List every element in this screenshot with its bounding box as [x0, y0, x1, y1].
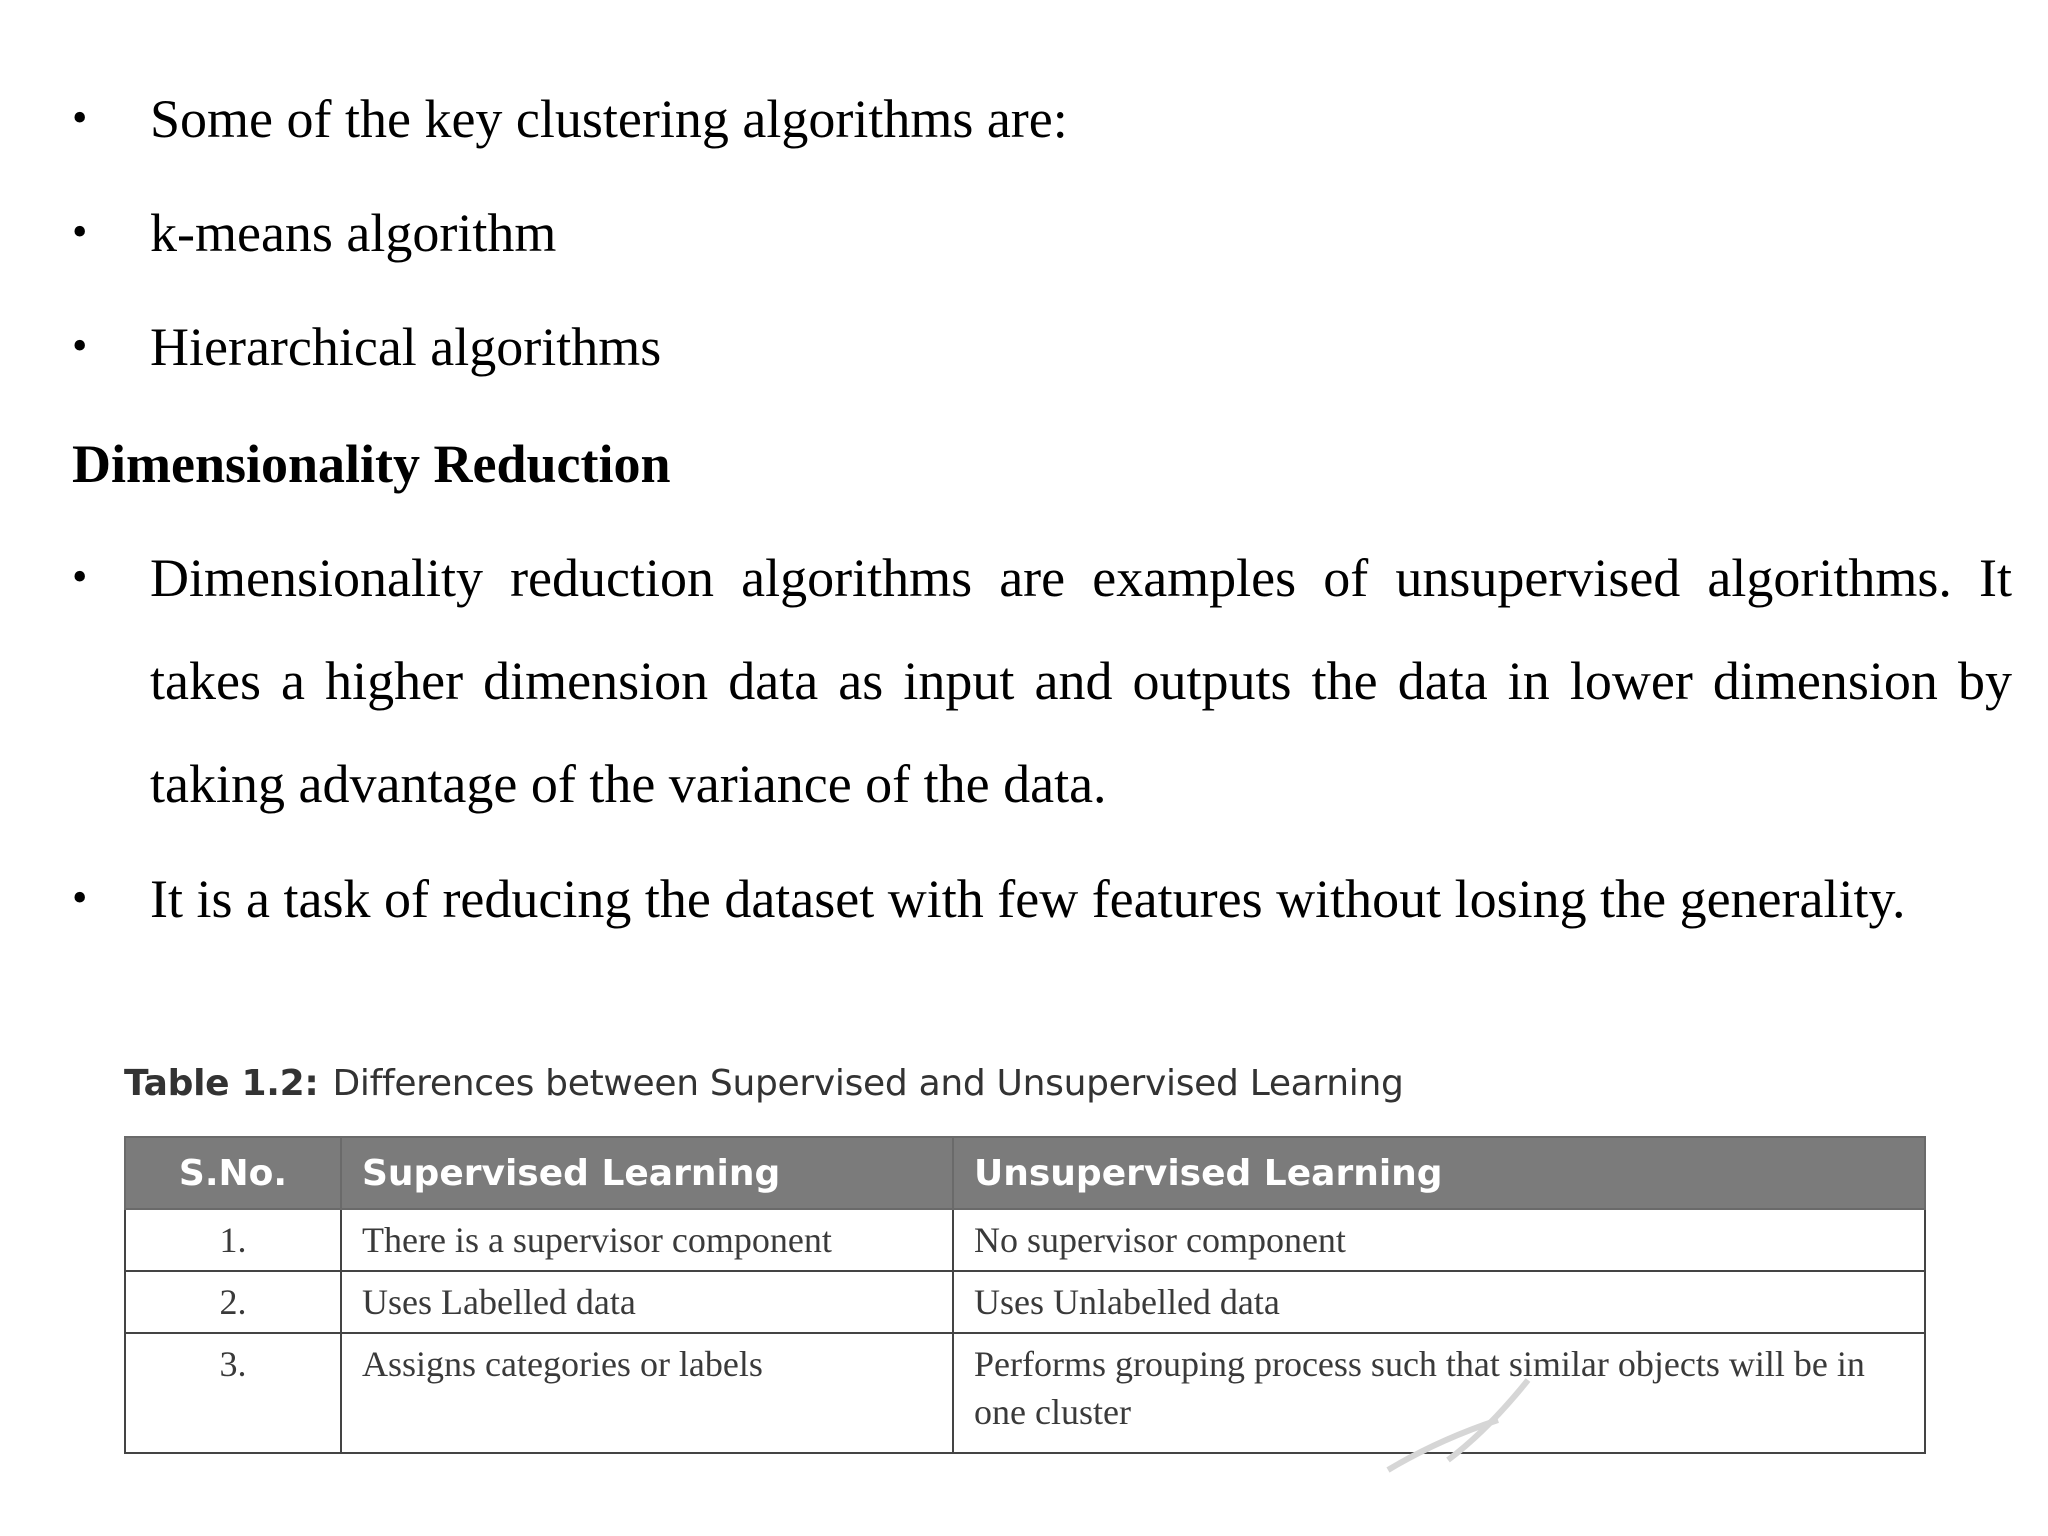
bullet-marker: •: [72, 93, 88, 142]
cell-unsupervised: No supervisor component: [953, 1209, 1925, 1271]
cell-sno: 2.: [125, 1271, 341, 1333]
bullet-marker: •: [72, 873, 88, 922]
cell-supervised: Uses Labelled data: [341, 1271, 953, 1333]
table-row: [125, 1209, 1925, 1271]
header-sno: S.No.: [125, 1137, 341, 1209]
bullet-marker: •: [72, 552, 88, 601]
cell-supervised: Assigns categories or labels: [341, 1333, 953, 1453]
table-caption-label: Table 1.2:: [124, 1063, 319, 1104]
cell-supervised: There is a supervisor component: [341, 1209, 953, 1271]
table-caption-text: Differences between Supervised and Unsupervised Learning: [332, 1063, 1404, 1104]
table-row: [125, 1271, 1925, 1333]
bullet-item: [72, 848, 2012, 1054]
table-row: [125, 1333, 1925, 1453]
cell-sno: 1.: [125, 1209, 341, 1271]
header-unsupervised: Unsupervised Learning: [953, 1137, 1925, 1209]
table-caption: [124, 1052, 1404, 1116]
bullet-text: Some of the key clustering algorithms are:: [150, 89, 1068, 149]
cell-sno: 3.: [125, 1333, 341, 1453]
section-heading: Dimensionality Reduction: [72, 434, 671, 494]
bullet-text: It is a task of reducing the dataset with few features without losing the generality.: [150, 869, 1906, 929]
header-supervised: Supervised Learning: [341, 1137, 953, 1209]
bullet-marker: •: [72, 207, 88, 256]
table-header-row: [125, 1137, 1925, 1209]
bullet-text: k-means algorithm: [150, 203, 557, 263]
cell-unsupervised: Performs grouping process such that similar objects will be in one cluster: [953, 1333, 1925, 1453]
comparison-table: [124, 1136, 1926, 1454]
cell-unsupervised: Uses Unlabelled data: [953, 1271, 1925, 1333]
bullet-text: Dimensionality reduction algorithms are examples of unsupervised algorithms. It takes a higher dimension data as input and outputs the data in lower dimension by taking advantage of the variance of the data.: [150, 548, 2012, 814]
bullet-item: [72, 527, 2012, 837]
bullet-marker: •: [72, 321, 88, 370]
bullet-text: Hierarchical algorithms: [150, 317, 662, 377]
